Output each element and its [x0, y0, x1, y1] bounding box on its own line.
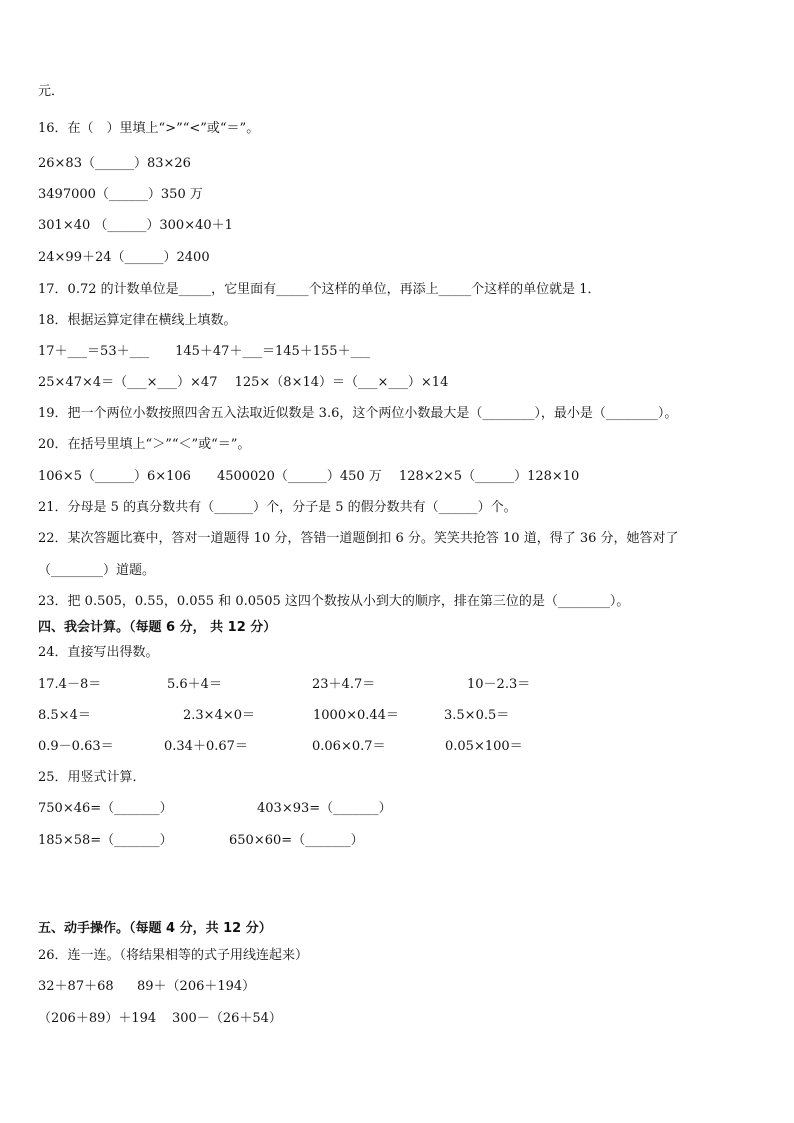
match-right-item: 89＋（206＋194） — [137, 979, 256, 994]
calc-item: 0.05×100＝ — [445, 739, 523, 754]
compare-item: 24×99＋24（______）2400 — [38, 250, 210, 265]
section-4-heading: 四、我会计算。（每题 6 分， 共 12 分） — [38, 620, 277, 635]
calc-item: 0.34＋0.67＝ — [164, 739, 248, 754]
question-21: 21．分母是 5 的真分数共有（______）个，分子是 5 的假分数共有（______）个。 — [38, 500, 517, 515]
question-22-continued: （________）道题。 — [38, 563, 156, 578]
calc-item: 10－2.3＝ — [467, 677, 531, 692]
question-22: 22．某次答题比赛中，答对一道题得 10 分，答错一道题倒扣 6 分。笑笑共抢答 10 道，得了 36 分，她答对了 — [38, 531, 679, 546]
fill-blank-line: 17＋___＝53＋___ 145＋47＋___＝145＋155＋___ — [38, 344, 371, 359]
vertical-calc-item: 650×60=（_______） — [229, 833, 364, 848]
text-line: 元． — [38, 84, 65, 99]
question-24: 24．直接写出得数。 — [38, 645, 159, 660]
calc-item: 0.06×0.7＝ — [312, 739, 386, 754]
compare-item: 26×83（______）83×26 — [38, 156, 191, 171]
calc-item: 2.3×4×0＝ — [183, 708, 256, 723]
question-26: 26．连一连。（将结果相等的式子用线连起来） — [38, 948, 309, 963]
question-17: 17．0.72 的计数单位是_____，它里面有_____个这样的单位，再添上_____个这样的单位就是 1． — [38, 282, 601, 297]
calc-item: 0.9－0.63＝ — [38, 739, 114, 754]
vertical-calc-item: 403×93=（_______） — [257, 801, 392, 816]
calc-item: 23＋4.7＝ — [312, 677, 376, 692]
match-left-item: （206＋89）＋194 — [38, 1011, 157, 1026]
calc-item: 1000×0.44＝ — [313, 708, 399, 723]
compare-item: 106×5（______）6×106 4500020（______）450 万 128×2×5（______）128×10 — [38, 469, 580, 484]
question-18: 18．根据运算定律在横线上填数。 — [38, 313, 237, 328]
calc-item: 8.5×4＝ — [38, 708, 91, 723]
question-19: 19．把一个两位小数按照四舍五入法取近似数是 3.6，这个两位小数最大是（________），最小是（________）。 — [38, 406, 678, 421]
question-16: 16．在（ ）里填上“>”“<”或“＝”。 — [38, 121, 260, 136]
section-5-heading: 五、动手操作。（每题 4 分，共 12 分） — [38, 921, 272, 936]
calc-item: 5.6＋4＝ — [167, 677, 222, 692]
vertical-calc-item: 185×58=（_______） — [38, 833, 173, 848]
compare-item: 301×40 （______）300×40＋1 — [38, 218, 233, 233]
compare-item: 3497000（______）350 万 — [38, 187, 203, 202]
match-right-item: 300－（26＋54） — [172, 1011, 282, 1026]
fill-blank-line: 25×47×4＝（___×___）×47 125×（8×14）＝（___×___）×14 — [38, 375, 449, 390]
question-20: 20．在括号里填上“＞”“＜”或“＝”。 — [38, 437, 251, 452]
match-left-item: 32＋87＋68 — [38, 979, 114, 994]
calc-item: 17.4－8＝ — [38, 677, 102, 692]
question-25: 25．用竖式计算． — [38, 770, 146, 785]
question-23: 23．把 0.505，0.55，0.055 和 0.0505 这四个数按从小到大的顺序，排在第三位的是（________）。 — [38, 594, 630, 609]
calc-item: 3.5×0.5＝ — [444, 708, 510, 723]
vertical-calc-item: 750×46=（_______） — [38, 801, 173, 816]
